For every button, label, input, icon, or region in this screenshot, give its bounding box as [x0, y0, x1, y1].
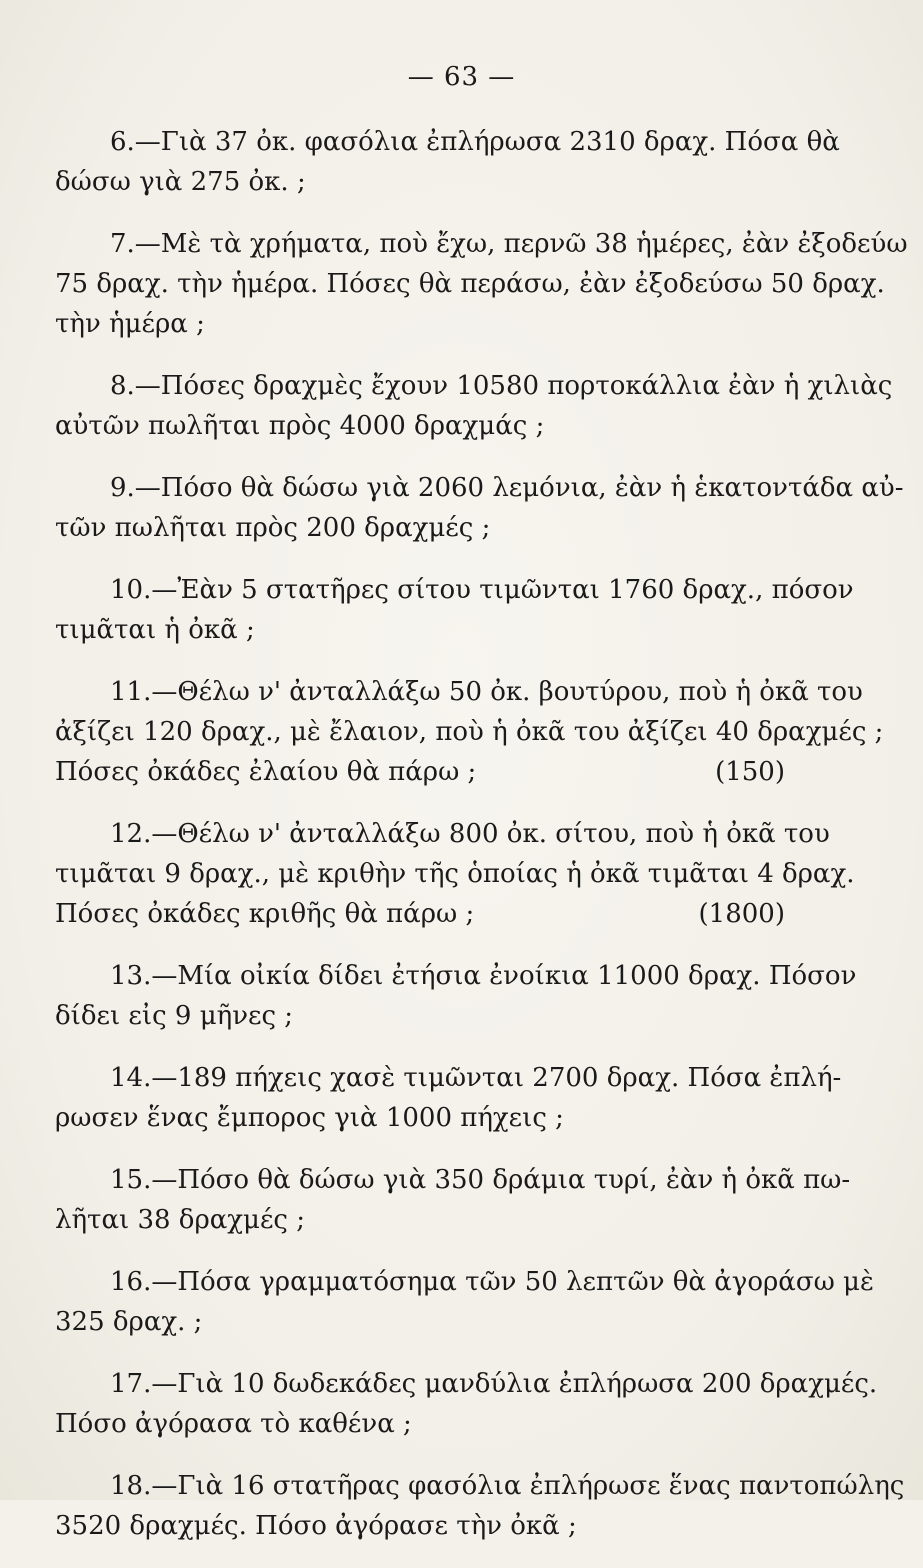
problem-text: 16.—Πόσα γραμματόσημα τῶν 50 λεπτῶν θὰ ἀγοράσω μὲ [110, 1267, 874, 1297]
problem-text: λῆται 38 δραχμές ; [55, 1205, 306, 1235]
problem-12 [55, 814, 855, 934]
problem-line [55, 1506, 815, 1546]
problem-text: Πόσες ὀκάδες κριθῆς θὰ πάρω ; [55, 899, 475, 929]
problem-line [55, 894, 815, 934]
problem-line [55, 1302, 815, 1342]
problem-text: αὐτῶν πωλῆται πρὸς 4000 δραχμάς ; [55, 411, 545, 441]
problem-line [55, 264, 885, 304]
problem-16 [55, 1262, 874, 1342]
problem-text: 12.—Θέλω ν' ἀνταλλάξω 800 ὀκ. σίτου, ποὺ ἡ ὀκᾶ του [110, 819, 830, 849]
problem-line [55, 1098, 815, 1138]
problem-text: 18.—Γιὰ 16 στατῆρας φασόλια ἐπλήρωσε ἕνας παντοπώλης [110, 1471, 905, 1501]
problem-text: 14.—189 πήχεις χασὲ τιμῶνται 2700 δραχ. Πόσα ἐπλή- [110, 1063, 842, 1093]
problem-text: 11.—Θέλω ν' ἀνταλλάξω 50 ὀκ. βουτύρου, ποὺ ἡ ὀκᾶ του [110, 677, 863, 707]
problem-line [55, 122, 840, 162]
problem-text: τιμᾶται 9 δραχ., μὲ κριθὴν τῆς ὁποίας ἡ ὀκᾶ τιμᾶται 4 δραχ. [55, 859, 855, 889]
problem-line [55, 1404, 815, 1444]
page-number: — 63 — [407, 62, 516, 92]
problem-text: Πόσες ὀκάδες ἐλαίου θὰ πάρω ; [55, 757, 477, 787]
problem-14 [55, 1058, 842, 1138]
problem-6 [55, 122, 840, 202]
problem-line [55, 1364, 878, 1404]
problem-line [55, 996, 815, 1036]
problem-line [55, 366, 893, 406]
problem-text: 7.—Μὲ τὰ χρήματα, ποὺ ἔχω, περνῶ 38 ἡμέρες, ἐὰν ἐξοδεύω [110, 229, 908, 259]
problem-17 [55, 1364, 878, 1444]
problem-text: 17.—Γιὰ 10 δωδεκάδες μανδύλια ἐπλήρωσα 200 δραχμές. [110, 1369, 878, 1399]
problem-text: ἀξίζει 120 δραχ., μὲ ἔλαιον, ποὺ ἡ ὀκᾶ του ἀξίζει 40 δραχμές ; [55, 717, 884, 747]
problem-9 [55, 468, 904, 548]
problem-text: ρωσεν ἕνας ἔμπορος γιὰ 1000 πήχεις ; [55, 1103, 564, 1133]
problem-8 [55, 366, 893, 446]
problem-line [55, 1058, 842, 1098]
problem-line [55, 162, 815, 202]
problem-text: τιμᾶται ἡ ὀκᾶ ; [55, 615, 255, 645]
problem-18 [55, 1466, 905, 1546]
problem-list [55, 122, 908, 1568]
problem-text: 15.—Πόσο θὰ δώσω γιὰ 350 δράμια τυρί, ἐὰν ἡ ὀκᾶ πω- [110, 1165, 851, 1195]
problem-line [55, 406, 815, 446]
problem-10 [55, 570, 854, 650]
problem-line [55, 508, 815, 548]
answer-value: (1800) [698, 899, 785, 929]
problem-line [55, 468, 904, 508]
problem-line [55, 854, 855, 894]
problem-line [55, 752, 815, 792]
problem-line [55, 224, 908, 264]
problem-line [55, 1262, 874, 1302]
problem-text: 3520 δραχμές. Πόσο ἀγόρασε τὴν ὀκᾶ ; [55, 1511, 577, 1541]
problem-line [55, 672, 863, 712]
problem-text: 13.—Μία οἰκία δίδει ἐτήσια ἐνοίκια 11000 δραχ. Πόσον [110, 961, 857, 991]
answer-value: (150) [715, 757, 785, 787]
problem-13 [55, 956, 857, 1036]
problem-15 [55, 1160, 851, 1240]
problem-11 [55, 672, 884, 792]
problem-line [55, 570, 854, 610]
problem-line [55, 814, 830, 854]
problem-line [55, 1160, 851, 1200]
problem-text: 9.—Πόσο θὰ δώσω γιὰ 2060 λεμόνια, ἐὰν ἡ ἑκατοντάδα αὐ- [110, 473, 904, 503]
problem-line [55, 304, 815, 344]
problem-line [55, 1200, 815, 1240]
problem-text: τῶν πωλῆται πρὸς 200 δραχμές ; [55, 513, 491, 543]
problem-text: δίδει εἰς 9 μῆνες ; [55, 1001, 294, 1031]
problem-text: δώσω γιὰ 275 ὀκ. ; [55, 167, 306, 197]
problem-line [55, 1466, 905, 1506]
problem-text: 325 δραχ. ; [55, 1307, 203, 1337]
problem-line [55, 610, 815, 650]
problem-text: τὴν ἡμέρα ; [55, 309, 205, 339]
problem-7 [55, 224, 908, 344]
problem-text: 75 δραχ. τὴν ἡμέρα. Πόσες θὰ περάσω, ἐὰν ἐξοδεύσω 50 δραχ. [55, 269, 885, 299]
problem-text: 10.—Ἐὰν 5 στατῆρες σίτου τιμῶνται 1760 δραχ., πόσον [110, 575, 854, 605]
problem-text: 8.—Πόσες δραχμὲς ἔχουν 10580 πορτοκάλλια ἐὰν ἡ χιλιὰς [110, 371, 893, 401]
problem-line [55, 956, 857, 996]
problem-text: 6.—Γιὰ 37 ὀκ. φασόλια ἐπλήρωσα 2310 δραχ. Πόσα θὰ [110, 127, 840, 157]
problem-line [55, 712, 884, 752]
problem-text: Πόσο ἀγόρασα τὸ καθένα ; [55, 1409, 412, 1439]
